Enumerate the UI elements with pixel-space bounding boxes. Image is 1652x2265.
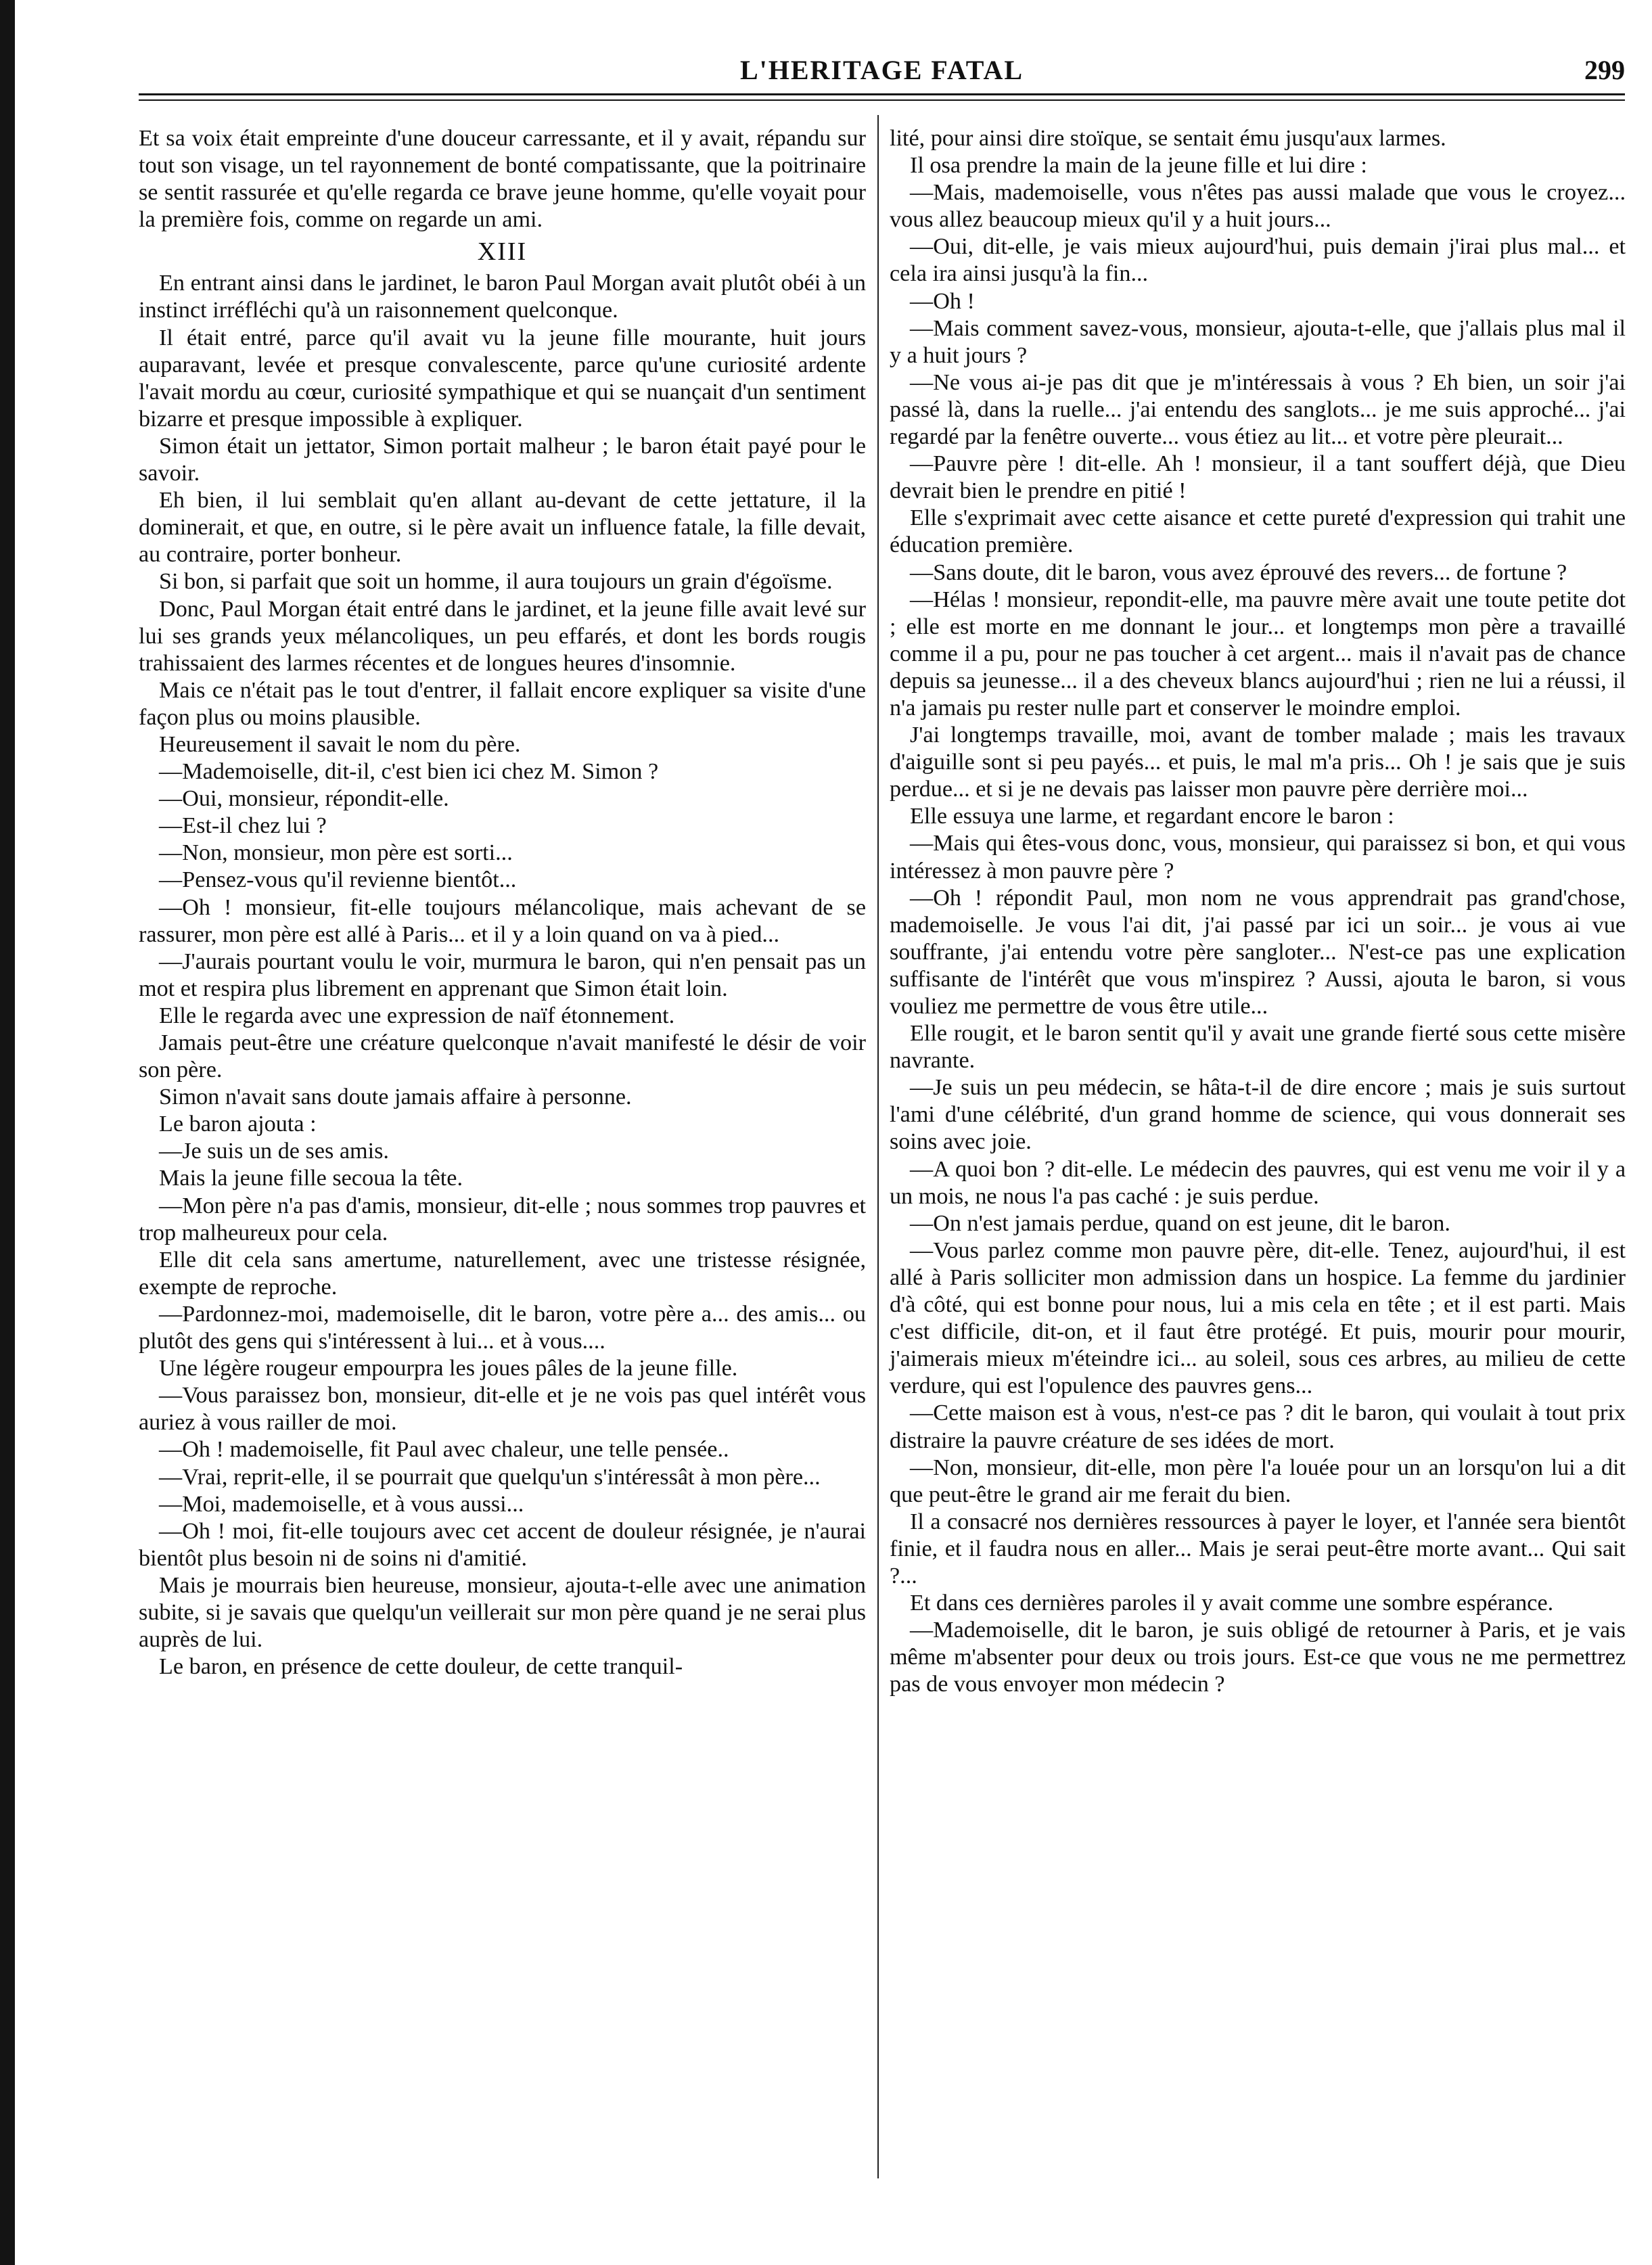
dialogue-line: —Oh ! moi, fit-elle toujours avec cet accent de douleur résignée, je n'aurai bientôt plus besoin ni de soins ni d'amitié. bbox=[139, 1518, 866, 1571]
paragraph: Simon n'avait sans doute jamais affaire à personne. bbox=[159, 1084, 632, 1110]
dialogue-line: —Oh ! mademoiselle, fit Paul avec chaleur, une telle pensée.. bbox=[159, 1437, 729, 1463]
paragraph: Donc, Paul Morgan était entré dans le jardinet, et la jeune fille avait levé sur lui ses grands yeux mélancoliques, un peu effarés, et dont les bords rougis trahissaient des larmes récentes et de longues heures d'insomnie. bbox=[139, 596, 866, 676]
header-rule-thin bbox=[139, 99, 1625, 101]
binding-edge bbox=[0, 0, 15, 2265]
dialogue-line: —Vrai, reprit-elle, il se pourrait que quelqu'un s'intéressât à mon père... bbox=[159, 1464, 821, 1490]
paragraph: Il était entré, parce qu'il avait vu la jeune fille mourante, huit jours auparavant, levée et presque convalescente, parce qu'une curiosité ardente l'avait mordu au cœur, curiosité sympathique et qui se nuançait d'un sentiment bizarre et presque impossible à expliquer. bbox=[139, 325, 866, 432]
dialogue-line: —Mademoiselle, dit le baron, je suis obligé de retourner à Paris, et je vais même m'absenter pour deux ou trois jours. Est-ce que vous ne me permettrez pas de vous envoyer mon médecin ? bbox=[890, 1618, 1626, 1697]
paragraph: Et dans ces dernières paroles il y avait comme une sombre espérance. bbox=[910, 1591, 1554, 1616]
paragraph: Une légère rougeur empourpra les joues pâles de la jeune fille. bbox=[159, 1356, 738, 1381]
dialogue-line: —Pardonnez-moi, mademoiselle, dit le baron, votre père a... des amis... ou plutôt des gens qui s'intéressent à lui... et à vous.... bbox=[139, 1301, 866, 1354]
dialogue-line: —Oui, dit-elle, je vais mieux aujourd'hui, puis demain j'irai plus mal... et cela ira ainsi jusqu'à la fin... bbox=[890, 234, 1626, 287]
header-rule bbox=[139, 93, 1625, 95]
paragraph: Mais ce n'était pas le tout d'entrer, il fallait encore expliquer sa visite d'une façon plus ou moins plausible. bbox=[139, 677, 866, 730]
paragraph: Elle dit cela sans amertume, naturellement, avec une tristesse résignée, exempte de reproche. bbox=[139, 1247, 866, 1300]
dialogue-line: —Oh ! bbox=[910, 288, 975, 314]
chapter-heading: XIII bbox=[477, 237, 528, 267]
paragraph: Si bon, si parfait que soit un homme, il aura toujours un grain d'égoïsme. bbox=[159, 569, 833, 595]
dialogue-line: —Hélas ! monsieur, repondit-elle, ma pauvre mère avait une toute petite dot ; elle est morte en me donnant le jour... et longtemps mon père a travaillé comme il a pu, pour ne pas toucher à cet argent... mais il n'avait pas de chance depuis sa jeunesse... il a des cheveux blancs aujourd'hui ; rien ne lui a réussi, il n'a jamais pu rester nulle part et conserver le moindre emploi. bbox=[890, 587, 1626, 720]
dialogue-line: —Mais, mademoiselle, vous n'êtes pas aussi malade que vous le croyez... vous allez beaucoup mieux qu'il y a huit jours... bbox=[890, 180, 1626, 233]
dialogue-line: —Je suis un de ses amis. bbox=[159, 1139, 389, 1164]
dialogue-line: —Mon père n'a pas d'amis, monsieur, dit-elle ; nous sommes trop pauvres et trop malheureux pour cela. bbox=[139, 1193, 866, 1245]
dialogue-line: —Mais qui êtes-vous donc, vous, monsieur, qui paraissez si bon, et qui vous intéressez à mon pauvre père ? bbox=[890, 831, 1626, 884]
paragraph: Il a consacré nos dernières ressources à payer le loyer, et l'année sera bientôt finie, et il faudra nous en aller... Mais je serai peut-être morte avant... Qui sait ?... bbox=[890, 1509, 1626, 1588]
paragraph: Le baron, en présence de cette douleur, de cette tranquil- bbox=[159, 1654, 683, 1680]
left-column bbox=[139, 125, 866, 1680]
paragraph: Elle rougit, et le baron sentit qu'il y avait une grande fierté sous cette misère navrante. bbox=[890, 1021, 1626, 1074]
dialogue-line: —Non, monsieur, dit-elle, mon père l'a louée pour un an lorsqu'on lui a dit que peut-être le grand air me ferait du bien. bbox=[890, 1455, 1626, 1507]
running-header bbox=[139, 41, 1625, 95]
running-title: L'HERITAGE FATAL bbox=[739, 55, 1024, 85]
dialogue-line: —Oui, monsieur, répondit-elle. bbox=[159, 786, 449, 812]
paragraph: Mais la jeune fille secoua la tête. bbox=[159, 1166, 463, 1191]
dialogue-line: —A quoi bon ? dit-elle. Le médecin des pauvres, qui est venu me voir il y a un mois, ne nous l'a pas caché : je suis perdue. bbox=[890, 1156, 1626, 1209]
paragraph: Et sa voix était empreinte d'une douceur carressante, et il y avait, répandu sur tout son visage, un tel rayonnement de bonté compatissante, que la poitrinaire se sentit rassurée et qu'elle regarda ce brave jeune homme, qu'elle voyait pour la première fois, comme on regarde un ami. bbox=[139, 126, 866, 233]
paragraph: Simon était un jettator, Simon portait malheur ; le baron était payé pour le savoir. bbox=[139, 433, 866, 486]
paragraph: lité, pour ainsi dire stoïque, se sentait ému jusqu'aux larmes. bbox=[890, 126, 1446, 151]
dialogue-line: —Vous parlez comme mon pauvre père, dit-elle. Tenez, aujourd'hui, il est allé à Paris solliciter mon admission dans un hospice. La femme du jardinier d'à côté, qui est bonne pour nous, lui a mis cela en tête ; et il est parti. Mais c'est difficile, dit-on, et il faut être protégé. Et puis, mourir pour mourir, j'aimerais mieux m'éteindre ici... au soleil, sous ces arbres, au milieu de cette verdure, qui est l'opulence des pauvres gens... bbox=[890, 1237, 1626, 1399]
dialogue-line: —Vous paraissez bon, monsieur, dit-elle et je ne vois pas quel intérêt vous auriez à vous railler de moi. bbox=[139, 1383, 866, 1436]
paragraph: Mais je mourrais bien heureuse, monsieur, ajouta-t-elle avec une animation subite, si je savais que quelqu'un veillerait sur mon père quand je ne serai plus auprès de lui. bbox=[139, 1572, 866, 1653]
dialogue-line: —Oh ! monsieur, fit-elle toujours mélancolique, mais achevant de se rassurer, mon père est allé à Paris... et il y a loin quand on va à pied... bbox=[139, 894, 866, 947]
dialogue-line: —Je suis un peu médecin, se hâta-t-il de dire encore ; mais je suis surtout l'ami d'une célébrité, d'un grand homme de science, qui vous donnerait ses soins avec joie. bbox=[890, 1075, 1626, 1155]
dialogue-line: —Moi, mademoiselle, et à vous aussi... bbox=[159, 1491, 524, 1517]
paragraph: Elle essuya une larme, et regardant encore le baron : bbox=[910, 804, 1394, 829]
dialogue-line: —Non, monsieur, mon père est sorti... bbox=[159, 840, 513, 866]
dialogue-line: —Cette maison est à vous, n'est-ce pas ? dit le baron, qui voulait à tout prix distraire la pauvre créature de ses idées de mort. bbox=[890, 1400, 1626, 1453]
dialogue-line: —Ne vous ai-je pas dit que je m'intéressais à vous ? Eh bien, un soir j'ai passé là, dans la ruelle... j'ai entendu des sanglots... je me suis approché... j'ai regardé par la fenêtre ouverte... vous étiez au lit... et votre père pleurait... bbox=[890, 369, 1626, 450]
paragraph: Il osa prendre la main de la jeune fille et lui dire : bbox=[910, 153, 1367, 179]
dialogue-line: —Est-il chez lui ? bbox=[159, 813, 327, 839]
dialogue-line: —Oh ! répondit Paul, mon nom ne vous apprendrait pas grand'chose, mademoiselle. Je vous l'ai dit, j'ai passé par ici un soir... je vous ai vue souffrante, j'ai entendu votre père sangloter... N'est-ce pas une explication suffisante de l'intérêt que vous m'inspirez ? Aussi, ajouta le baron, si vous vouliez me permettre de vous être utile... bbox=[890, 885, 1626, 1019]
paragraph: Elle le regarda avec une expression de naïf étonnement. bbox=[159, 1003, 675, 1028]
paragraph: J'ai longtemps travaille, moi, avant de tomber malade ; mais les travaux d'aiguille sont si peu payés... et puis, le mal m'a pris... Oh ! je sais que je suis perdue... et si je ne devais pas laisser mon pauvre père derrière moi... bbox=[890, 723, 1626, 802]
dialogue-line: —On n'est jamais perdue, quand on est jeune, dit le baron. bbox=[910, 1210, 1450, 1236]
dialogue-line: —J'aurais pourtant voulu le voir, murmura le baron, qui n'en pensait pas un mot et respira plus librement en apprenant que Simon était loin. bbox=[139, 948, 866, 1001]
right-column bbox=[890, 125, 1626, 1698]
paragraph: Heureusement il savait le nom du père. bbox=[159, 731, 521, 757]
column-divider bbox=[877, 115, 879, 2178]
paragraph: Jamais peut-être une créature quelconque n'avait manifesté le désir de voir son père. bbox=[139, 1030, 866, 1083]
dialogue-line: —Pauvre père ! dit-elle. Ah ! monsieur, il a tant souffert déjà, que Dieu devrait bien le prendre en pitié ! bbox=[890, 451, 1626, 504]
paragraph: Elle s'exprimait avec cette aisance et cette pureté d'expression qui trahit une éducation première. bbox=[890, 505, 1626, 558]
dialogue-line: —Sans doute, dit le baron, vous avez éprouvé des revers... de fortune ? bbox=[910, 559, 1567, 585]
paragraph: Eh bien, il lui semblait qu'en allant au-devant de cette jettature, il la dominerait, et que, en outre, si le père avait un influence fatale, la fille devait, au contraire, porter bonheur. bbox=[139, 488, 866, 568]
paragraph: Le baron ajouta : bbox=[159, 1112, 317, 1137]
dialogue-line: —Mademoiselle, dit-il, c'est bien ici chez M. Simon ? bbox=[159, 759, 659, 785]
dialogue-line: —Pensez-vous qu'il revienne bientôt... bbox=[159, 867, 517, 893]
paragraph: En entrant ainsi dans le jardinet, le baron Paul Morgan avait plutôt obéi à un instinct irréfléchi qu'à un raisonnement quelconque. bbox=[139, 271, 866, 323]
page-number: 299 bbox=[1584, 55, 1625, 85]
dialogue-line: —Mais comment savez-vous, monsieur, ajouta-t-elle, que j'allais plus mal il y a huit jours ? bbox=[890, 315, 1626, 368]
